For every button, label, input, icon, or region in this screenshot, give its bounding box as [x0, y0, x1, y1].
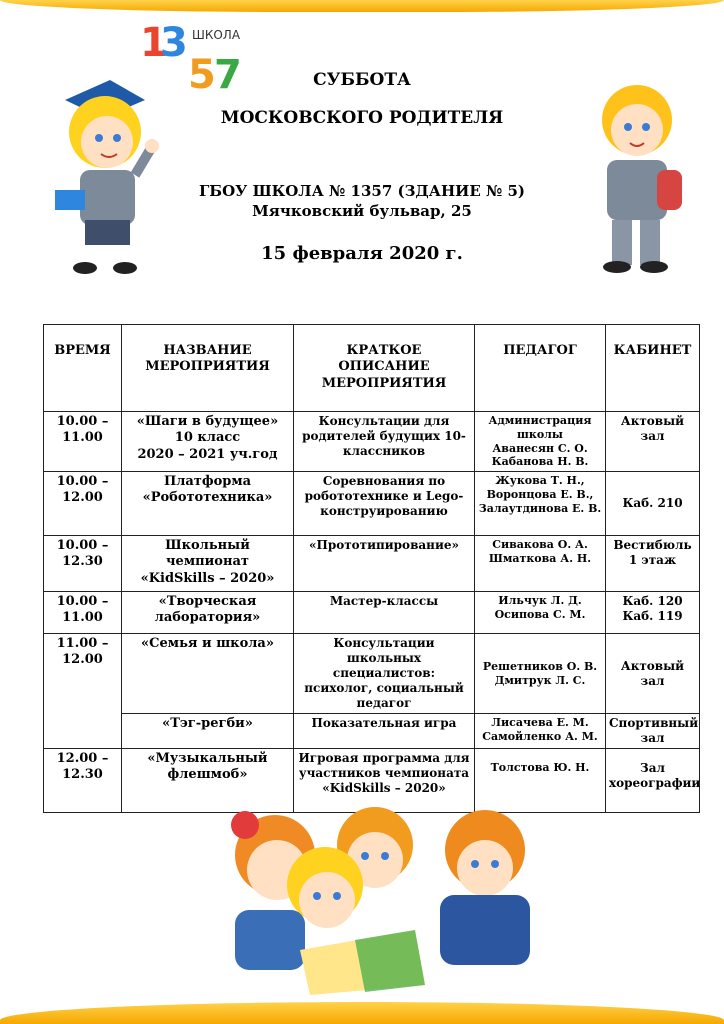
girl-illustration	[25, 70, 165, 280]
cell-time: 11.00 – 12.00	[44, 634, 122, 749]
table-row	[44, 592, 700, 634]
table-row	[44, 412, 700, 472]
cell-teacher: Жукова Т. Н., Воронцова Е. В., Залаутдинова Е. В.	[475, 472, 606, 536]
cell-teacher: Лисачева Е. М. Самойленко А. М.	[475, 714, 606, 749]
header-description: КРАТКОЕ ОПИСАНИЕ МЕРОПРИЯТИЯ	[294, 325, 475, 412]
school-address: Мячковский бульвар, 25	[252, 202, 472, 220]
svg-text:7: 7	[214, 52, 242, 90]
cell-teacher: Сивакова О. А. Шматкова А. Н.	[475, 536, 606, 592]
cell-room: Зал хореографии	[606, 749, 700, 813]
cell-name: «Творческая лаборатория»	[122, 592, 294, 634]
svg-text:5: 5	[188, 52, 216, 90]
cell-room: Актовый зал	[606, 634, 700, 714]
cell-teacher: Ильчук Л. Д. Осипова С. М.	[475, 592, 606, 634]
cell-description: Мастер-классы	[294, 592, 475, 634]
cell-room: Вестибюль 1 этаж	[606, 536, 700, 592]
cell-teacher: Толстова Ю. Н.	[475, 749, 606, 813]
cell-teacher: Решетников О. В. Дмитрук Л. С.	[475, 634, 606, 714]
cell-teacher: Администрация школы Аванесян С. О. Кабанова Н. В.	[475, 412, 606, 472]
cell-name: «Музыкальный флешмоб»	[122, 749, 294, 813]
table-row	[44, 472, 700, 536]
header-teacher: ПЕДАГОГ	[475, 325, 606, 412]
cell-name: Школьный чемпионат «KidSkills – 2020»	[122, 536, 294, 592]
title-line-1: СУББОТА	[313, 70, 411, 90]
cell-description: Консультации школьных специалистов: психолог, социальный педагог	[294, 634, 475, 714]
top-stripe	[0, 0, 724, 12]
cell-time: 10.00 – 12.30	[44, 536, 122, 592]
boy-illustration	[582, 75, 702, 280]
cell-room: Спортивный зал	[606, 714, 700, 749]
children-reading-illustration	[215, 800, 550, 995]
table-row	[44, 714, 700, 749]
cell-time: 10.00 – 12.00	[44, 472, 122, 536]
bottom-stripe	[0, 1002, 724, 1024]
logo-word: ШКОЛА	[192, 28, 241, 42]
title-line-2: МОСКОВСКОГО РОДИТЕЛЯ	[220, 108, 504, 128]
cell-time: 10.00 – 11.00	[44, 592, 122, 634]
table-header-row	[44, 325, 700, 412]
cell-name: Платформа «Робототехника»	[122, 472, 294, 536]
cell-time: 12.00 – 12.30	[44, 749, 122, 813]
schedule-table	[43, 324, 700, 813]
cell-description: Соревнования по робототехнике и Lego- конструированию	[294, 472, 475, 536]
cell-room: Каб. 120 Каб. 119	[606, 592, 700, 634]
header-time: ВРЕМЯ	[44, 325, 122, 412]
cell-name: «Семья и школа»	[122, 634, 294, 714]
header-name: НАЗВАНИЕ МЕРОПРИЯТИЯ	[122, 325, 294, 412]
table-row	[44, 634, 700, 714]
header-room: КАБИНЕТ	[606, 325, 700, 412]
svg-text:3: 3	[160, 20, 188, 66]
cell-name: «Шаги в будущее» 10 класс 2020 – 2021 уч.год	[122, 412, 294, 472]
svg-text:1: 1	[140, 20, 168, 66]
cell-description: Консультации для родителей будущих 10- классников	[294, 412, 475, 472]
cell-description: «Прототипирование»	[294, 536, 475, 592]
cell-description: Показательная игра	[294, 714, 475, 749]
table-row	[44, 536, 700, 592]
cell-time: 10.00 – 11.00	[44, 412, 122, 472]
school-name: ГБОУ ШКОЛА № 1357 (ЗДАНИЕ № 5)	[198, 182, 526, 200]
cell-name: «Тэг-регби»	[122, 714, 294, 749]
cell-room: Каб. 210	[606, 472, 700, 536]
cell-description: Игровая программа для участников чемпионата «KidSkills – 2020»	[294, 749, 475, 813]
cell-room: Актовый зал	[606, 412, 700, 472]
event-date: 15 февраля 2020 г.	[261, 243, 463, 264]
